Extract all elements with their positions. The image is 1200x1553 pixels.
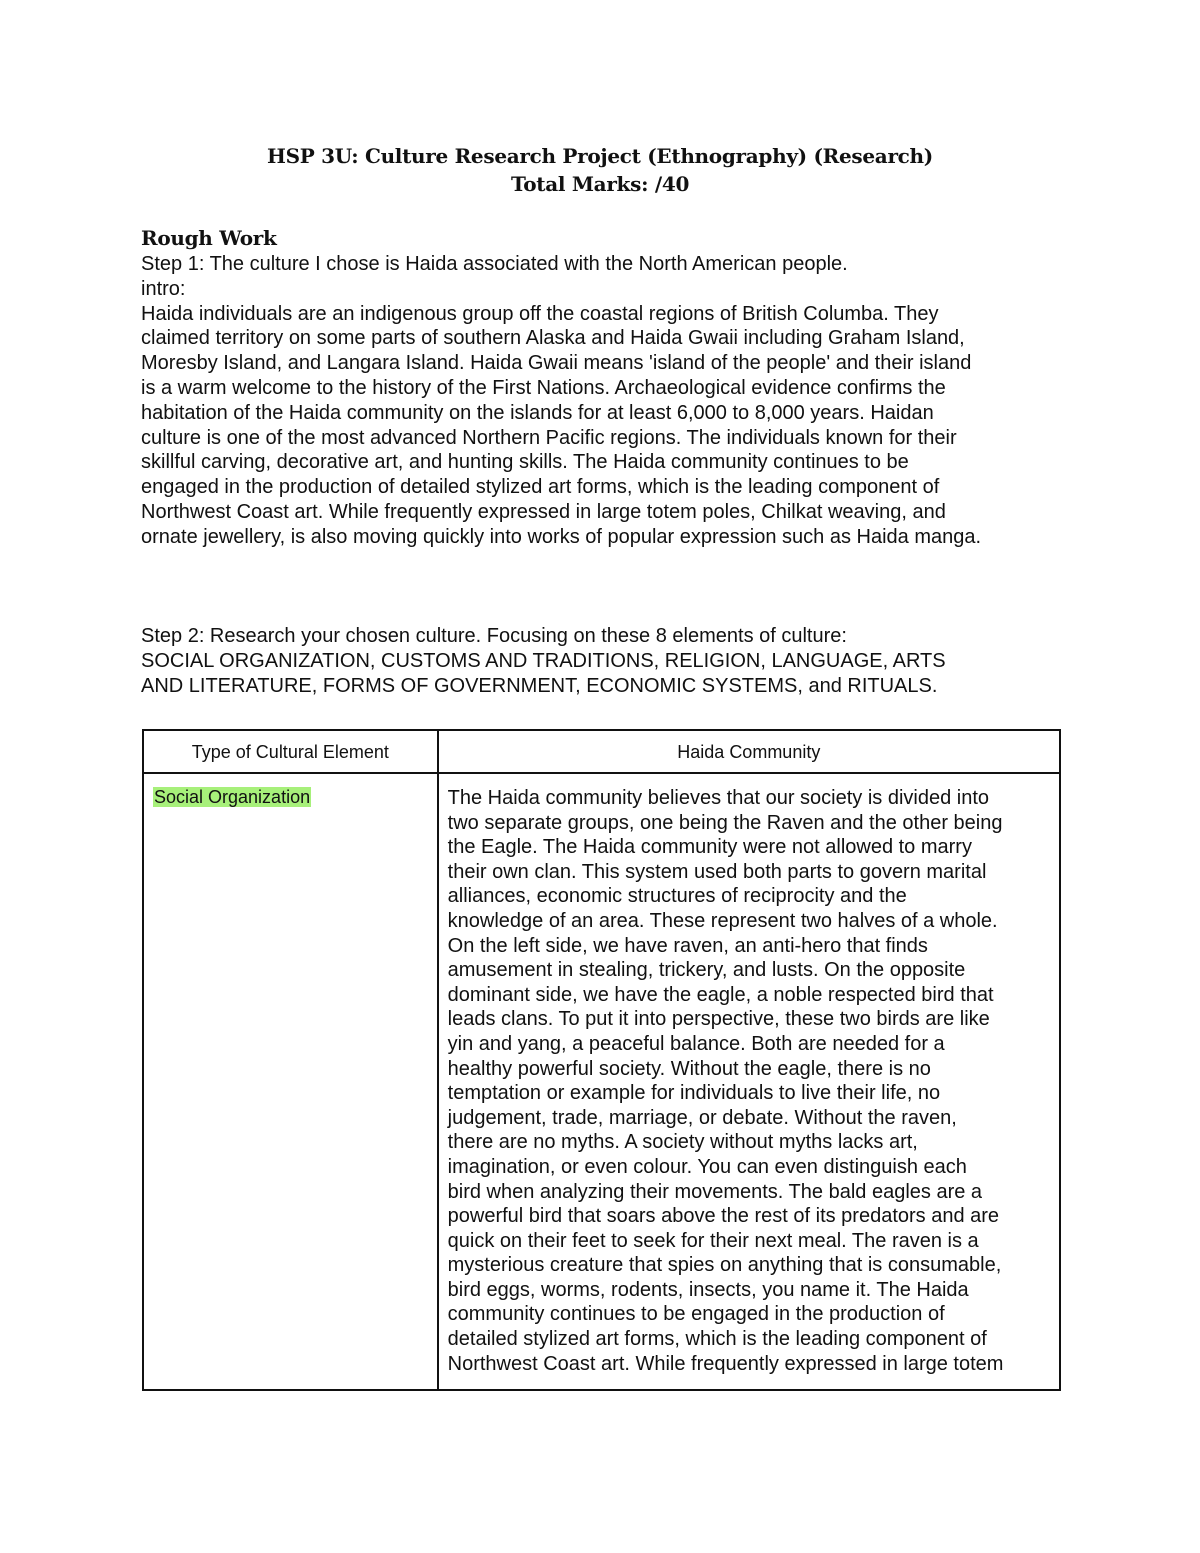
description-line: healthy powerful society. Without the eagle, there is no [447, 1057, 931, 1080]
element-type-cell [143, 773, 438, 1390]
step1-line: culture is one of the most advanced Northern Pacific regions. The individuals known for their [141, 426, 957, 449]
step1-line: Haida individuals are an indigenous group off the coastal regions of British Columba. They [141, 302, 939, 325]
description-line: the Eagle. The Haida community were not allowed to marry [447, 836, 972, 859]
step1-line: engaged in the production of detailed stylized art forms, which is the leading component of [141, 476, 940, 499]
description-line: there are no myths. A society without myths lacks art, [447, 1131, 918, 1154]
description-line: community continues to be engaged in the production of [447, 1303, 945, 1326]
step2-line: Step 2: Research your chosen culture. Focusing on these 8 elements of culture: [141, 625, 847, 647]
step1-line: is a warm welcome to the history of the First Nations. Archaeological evidence confirms the [141, 376, 946, 399]
step1-paragraph [141, 252, 1081, 550]
description-line: mysterious creature that spies on anything that is consumable, [447, 1254, 1002, 1277]
description-line: judgement, trade, marriage, or debate. Without the raven, [447, 1106, 957, 1129]
culture-elements-table [142, 729, 1061, 1391]
description-line: amusement in stealing, trickery, and lusts. On the opposite [447, 959, 966, 982]
description-line: detailed stylized art forms, which is the leading component of [447, 1328, 987, 1351]
document-title: HSP 3U: Culture Research Project (Ethnography) (Research) [267, 144, 933, 168]
document-heading [0, 142, 1200, 198]
step1-line: Northwest Coast art. While frequently expressed in large totem poles, Chilkat weaving, and [141, 500, 946, 523]
description-line: imagination, or even colour. You can even distinguish each [447, 1155, 967, 1178]
step2-line: AND LITERATURE, FORMS OF GOVERNMENT, ECONOMIC SYSTEMS, and RITUALS. [141, 674, 938, 697]
description-line: knowledge of an area. These represent two halves of a whole. [447, 909, 998, 932]
total-marks: Total Marks: /40 [510, 172, 690, 196]
description-line: quick on their feet to seek for their next meal. The raven is a [447, 1229, 979, 1252]
step2-paragraph [141, 624, 1081, 698]
step1-line: claimed territory on some parts of southern Alaska and Haida Gwaii including Graham Island, [141, 327, 965, 350]
table-header-row [143, 730, 1060, 773]
step1-line: intro: [141, 277, 186, 300]
description-line: leads clans. To put it into perspective, these two birds are like [447, 1008, 990, 1031]
description-line: two separate groups, one being the Raven and the other being [447, 811, 1003, 834]
step1-line: habitation of the Haida community on the islands for at least 6,000 to 8,000 years. Haidan [141, 401, 934, 424]
description-line: dominant side, we have the eagle, a noble respected bird that [447, 983, 994, 1006]
step2-line: SOCIAL ORGANIZATION, CUSTOMS AND TRADITIONS, RELIGION, LANGUAGE, ARTS [141, 649, 946, 672]
highlighted-element-label: Social Organization [154, 787, 311, 807]
description-line: The Haida community believes that our society is divided into [447, 787, 990, 809]
table-row [143, 773, 1060, 1390]
step1-line: ornate jewellery, is also moving quickly into works of popular expression such as Haida manga. [141, 525, 982, 548]
step1-line: skillful carving, decorative art, and hunting skills. The Haida community continues to be [141, 451, 909, 474]
haida-description-cell [438, 773, 1060, 1390]
description-line: their own clan. This system used both parts to govern marital [447, 860, 987, 883]
description-line: On the left side, we have raven, an anti-hero that finds [447, 934, 928, 957]
column-header-haida-community: Haida Community [438, 730, 1060, 773]
rough-work-title: Rough Work [141, 226, 277, 250]
description-line: alliances, economic structures of reciprocity and the [447, 885, 907, 908]
column-header-element-type: Type of Cultural Element [143, 730, 438, 773]
description-line: yin and yang, a peaceful balance. Both are needed for a [447, 1032, 945, 1055]
description-line: bird when analyzing their movements. The bald eagles are a [447, 1180, 983, 1203]
description-line: powerful bird that soars above the rest of its predators and are [447, 1205, 1000, 1228]
description-line: temptation or example for individuals to live their life, no [447, 1082, 941, 1105]
description-line: Northwest Coast art. While frequently expressed in large totem [447, 1352, 1004, 1375]
step1-line: Step 1: The culture I chose is Haida associated with the North American people. [141, 253, 848, 275]
step1-line: Moresby Island, and Langara Island. Haida Gwaii means 'island of the people' and their island [141, 352, 972, 375]
description-line: bird eggs, worms, rodents, insects, you name it. The Haida [447, 1278, 969, 1301]
